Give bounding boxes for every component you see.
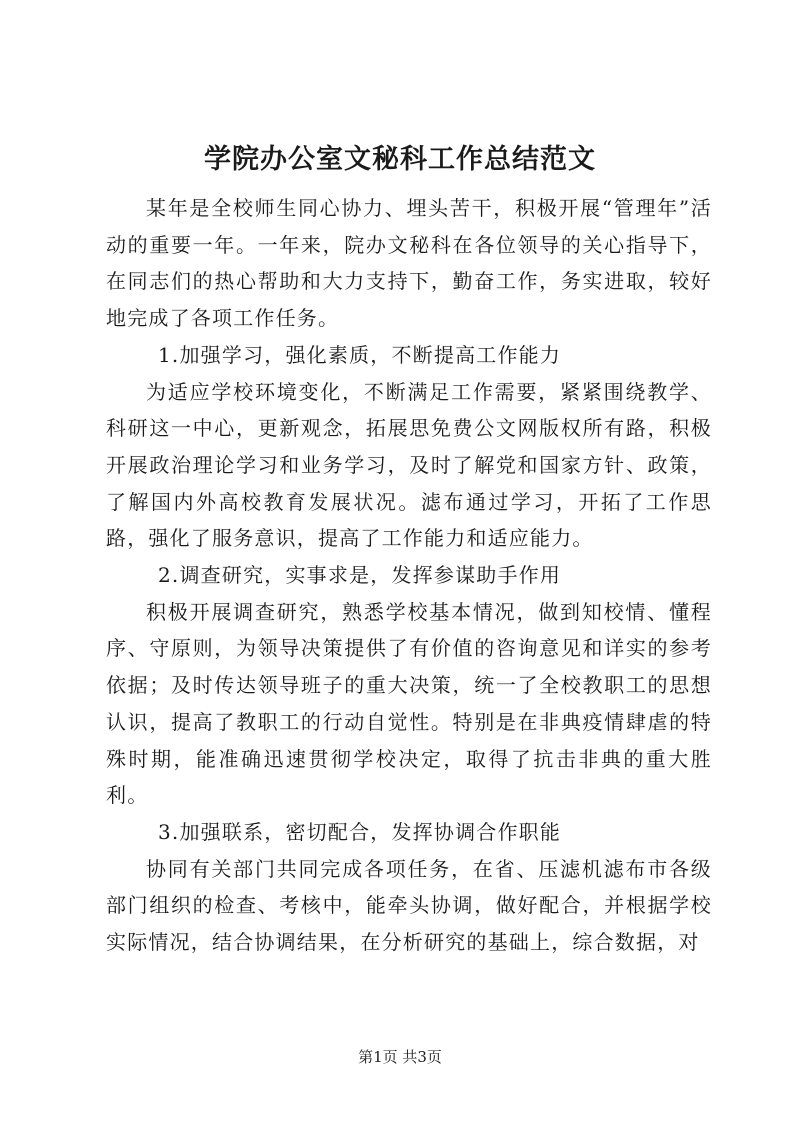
paragraph: 协同有关部门共同完成各项任务，在省、压滤机滤布市各级部门组织的检查、考核中，能牵头协调，做好配合，并根据学校实际情况，结合协调结果，在分析研究的基础上，综合数据，对 [106,856,712,955]
paragraph: 积极开展调查研究，熟悉学校基本情况，做到知校情、懂程序、守原则，为领导决策提供了有价值的咨询意见和详实的参考依据；及时传达领导班子的重大决策，统一了全校教职工的思想认识，提高了教职工的行动自觉性。特别是在非典疫情肆虐的特殊时期，能准确迅速贯彻学校决定，取得了抗击非典的重大胜利。 [106,599,712,808]
section-heading: 2.调查研究，实事求是，发挥参谋助手作用 [158,563,562,588]
section-heading: 3.加强联系，密切配合，发挥协调合作职能 [158,819,562,844]
paragraph: 某年是全校师生同心协力、埋头苦干，积极开展“管理年”活动的重要一年。一年来，院办文秘科在各位领导的关心指导下，在同志们的热心帮助和大力支持下，勤奋工作，务实进取，较好地完成了各项工作任务。 [106,196,712,331]
section-heading: 1.加强学习，强化素质，不断提高工作能力 [158,342,562,367]
paragraph: 为适应学校环境变化，不断满足工作需要，紧紧围绕教学、科研这一中心，更新观念，拓展思免费公文网版权所有路，积极开展政治理论学习和业务学习，及时了解党和国家方针、政策，了解国内外高校教育发展状况。滤布通过学习，开拓了工作思路，强化了服务意识，提高了工作能力和适应能力。 [106,379,712,551]
document-body [106,190,712,961]
page-footer: 第1页 共3页 [358,1048,442,1066]
document-title: 学院办公室文秘科工作总结范文 [204,144,596,175]
